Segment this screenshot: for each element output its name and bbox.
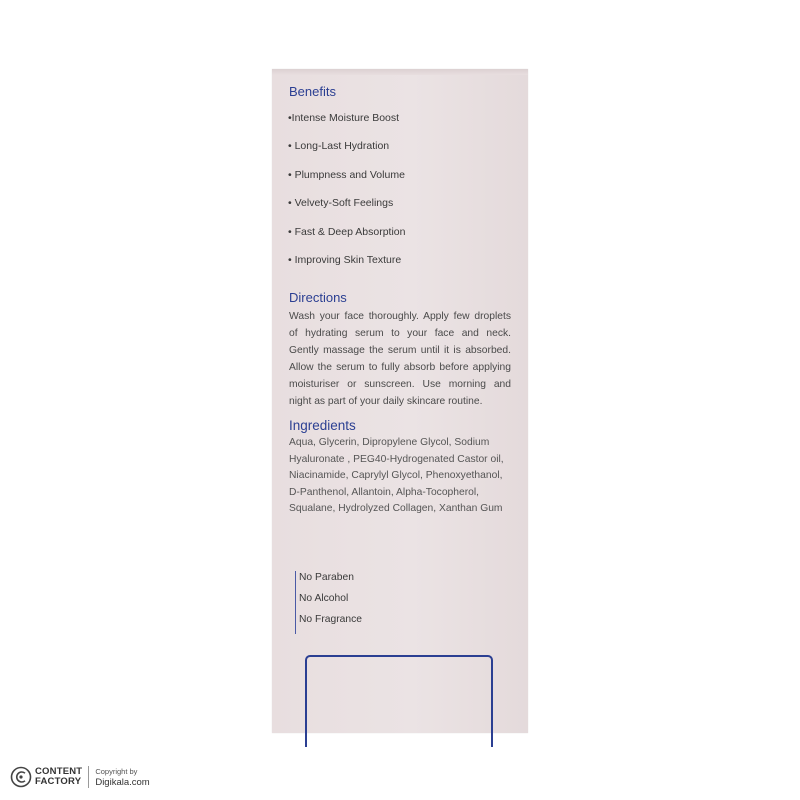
copyright-label: Copyright by [95, 767, 138, 776]
logo-line-1: CONTENT [35, 766, 83, 777]
benefit-item: • Velvety-Soft Feelings [288, 197, 394, 210]
free-from-item: No Fragrance [299, 614, 362, 625]
ingredients-heading: Ingredients [289, 418, 356, 433]
content-factory-watermark [10, 763, 150, 791]
logo-divider [88, 766, 89, 788]
ingredients-text: Aqua, Glycerin, Dipropylene Glycol, Sodium Hyaluronate , PEG40-Hydrogenated Castor oil, Niacinamide, Caprylyl Glycol, Phenoxyethanol, D-Panthenol, Allantoin, Alpha-Tocopherol, Squalane, Hydrolyzed Collagen, Xanthan Gum [289, 437, 504, 515]
product-box-side-panel [272, 69, 528, 733]
directions-text: Wash your face thoroughly. Apply few droplets of hydrating serum to your face and neck. Gently massage the serum until it is absorbed. Allow the serum to fully absorb before applying moisturiser or sunscreen. Use morning and night as part of your daily skincare routine. [289, 311, 511, 407]
benefit-item: • Fast & Deep Absorption [288, 225, 406, 238]
free-from-item: No Alcohol [299, 593, 349, 604]
box-top-edge [272, 69, 528, 75]
logo-wordmark [35, 767, 82, 787]
free-from-list [295, 571, 362, 634]
benefit-item: • Plumpness and Volume [288, 168, 405, 181]
benefit-item: • Improving Skin Texture [288, 253, 402, 266]
free-from-item: No Paraben [299, 572, 354, 583]
copyright-site: Digikala.com [95, 777, 150, 788]
content-factory-logo-icon [10, 766, 32, 788]
logo-line-2: FACTORY [35, 776, 82, 787]
benefits-heading: Benefits [289, 84, 336, 99]
benefits-list [288, 112, 406, 282]
copyright-notice [95, 766, 149, 788]
directions-heading: Directions [289, 290, 347, 305]
benefit-item: •Intense Moisture Boost [288, 112, 400, 124]
packaging-window-outline [305, 655, 493, 747]
benefit-item: • Long-Last Hydration [288, 140, 390, 153]
